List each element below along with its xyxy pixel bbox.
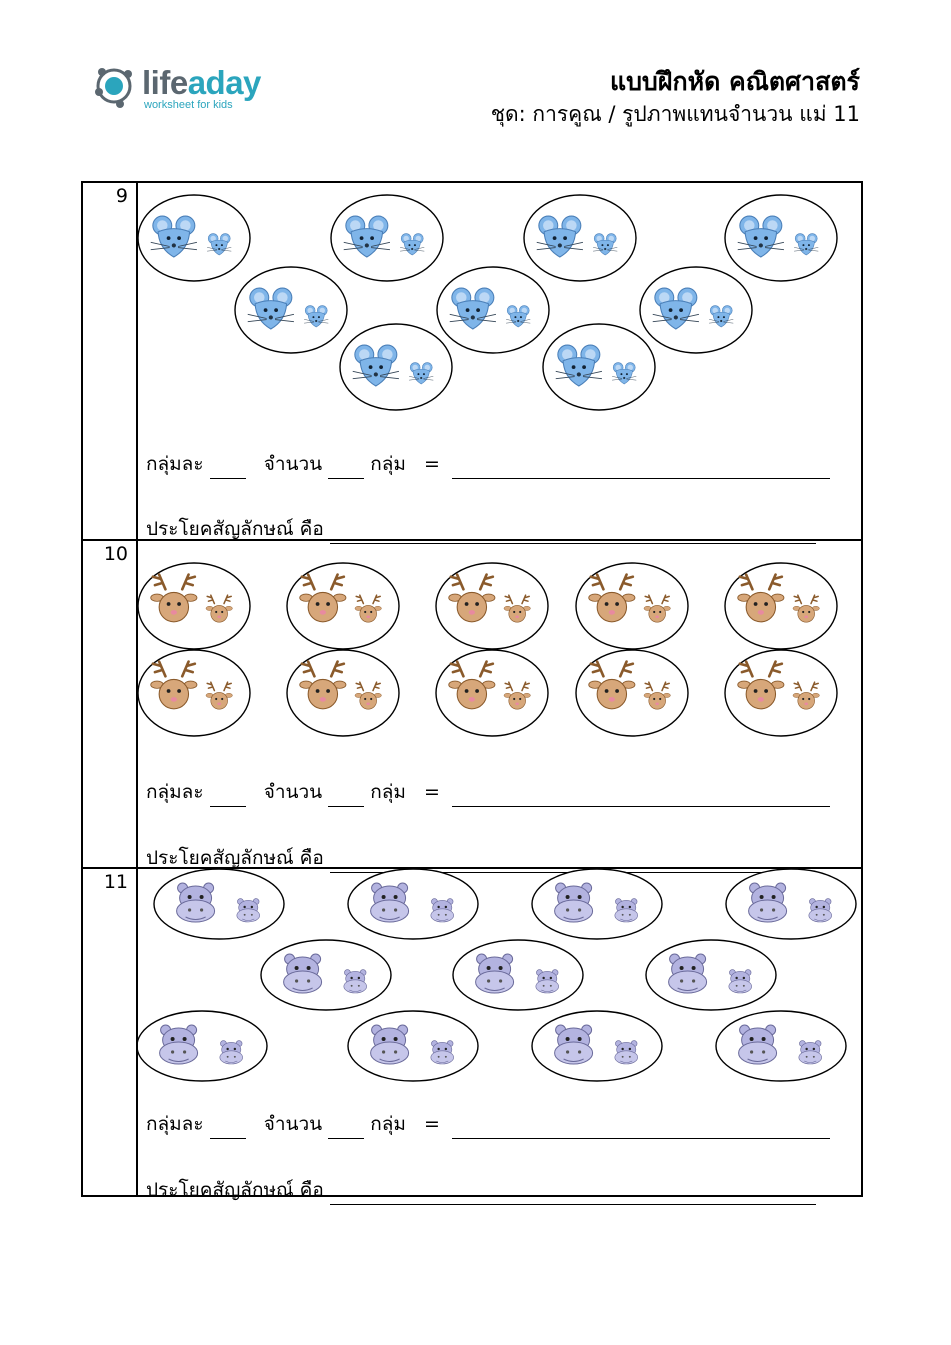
hippo-icon (284, 954, 322, 993)
group-circle (646, 940, 776, 1010)
animal-group (576, 563, 688, 649)
hippo-icon (344, 970, 367, 993)
group-circle (532, 869, 662, 939)
exercise-row-9 (83, 183, 861, 539)
group-circle (138, 1011, 267, 1081)
per-group-blank[interactable] (210, 458, 246, 479)
per-group-blank[interactable] (210, 1118, 246, 1139)
animal-group (453, 940, 583, 1010)
animal-group (436, 563, 548, 649)
group-count-blank[interactable] (328, 458, 364, 479)
deer-groups (138, 541, 863, 746)
page-title: แบบฝึกหัด คณิตศาสตร์ (609, 67, 860, 96)
hippo-icon (669, 954, 707, 993)
animal-group (646, 940, 776, 1010)
animal-group (725, 195, 837, 281)
group-circle (154, 869, 284, 939)
exercise-row-10 (83, 539, 861, 869)
animal-group (437, 267, 549, 353)
animal-group (716, 1011, 846, 1081)
logo-tagline: worksheet for kids (144, 99, 233, 111)
animal-group (261, 940, 391, 1010)
animal-group (348, 1011, 478, 1081)
animal-group (287, 563, 399, 649)
hippo-icon (160, 1025, 198, 1064)
animal-group (235, 267, 347, 353)
answer-line-groups: กลุ่มละ จำนวน กลุ่ม = (146, 449, 830, 479)
exercise-number: 10 (103, 543, 128, 565)
exercise-row-11 (83, 867, 861, 1199)
animal-group (532, 1011, 662, 1081)
group-circle (726, 869, 856, 939)
hippo-icon (809, 899, 832, 922)
group-circle (640, 267, 752, 353)
animal-group (726, 869, 856, 939)
hippo-icon (220, 1041, 243, 1064)
hippo-icon (799, 1041, 822, 1064)
group-circle (340, 324, 452, 410)
logo-wordmark: lifeaday (142, 64, 261, 101)
group-circle (453, 940, 583, 1010)
animal-group (524, 195, 636, 281)
group-circle (716, 1011, 846, 1081)
total-blank[interactable] (452, 786, 830, 807)
answer-line-sentence: ประโยคสัญลักษณ์ คือ (146, 843, 816, 873)
group-circle (331, 195, 443, 281)
hippo-icon (555, 883, 593, 922)
answer-line-groups: กลุ่มละ จำนวน กลุ่ม = (146, 1109, 830, 1139)
hippo-icon (371, 1025, 409, 1064)
hippo-icon (177, 883, 215, 922)
lifeaday-logo (90, 62, 290, 118)
page-subtitle: ชุด: การคูณ / รูปภาพแทนจำนวน แม่ 11 (490, 102, 860, 126)
animal-group (138, 650, 250, 736)
group-count-blank[interactable] (328, 786, 364, 807)
mouse-groups (138, 183, 863, 418)
animal-group (725, 650, 837, 736)
animal-group (138, 195, 250, 281)
animal-group (725, 563, 837, 649)
group-circle (532, 1011, 662, 1081)
answer-line-sentence: ประโยคสัญลักษณ์ คือ (146, 1175, 816, 1205)
per-group-blank[interactable] (210, 786, 246, 807)
group-circle (437, 267, 549, 353)
group-circle (348, 1011, 478, 1081)
hippo-icon (431, 899, 454, 922)
total-blank[interactable] (452, 458, 830, 479)
total-blank[interactable] (452, 1118, 830, 1139)
animal-group (331, 195, 443, 281)
exercise-number: 11 (103, 871, 128, 893)
hippo-icon (615, 1041, 638, 1064)
animal-group (436, 650, 548, 736)
exercise-number: 9 (115, 185, 128, 207)
animal-group (640, 267, 752, 353)
hippo-icon (431, 1041, 454, 1064)
hippo-icon (749, 883, 787, 922)
group-circle (725, 195, 837, 281)
animal-group (532, 869, 662, 939)
hippo-icon (739, 1025, 777, 1064)
hippo-icon (555, 1025, 593, 1064)
animal-group (543, 324, 655, 410)
group-circle (348, 869, 478, 939)
answer-line-groups: กลุ่มละ จำนวน กลุ่ม = (146, 777, 830, 807)
group-circle (543, 324, 655, 410)
hippo-groups (138, 869, 863, 1089)
group-circle (138, 195, 250, 281)
hippo-icon (371, 883, 409, 922)
animal-group (340, 324, 452, 410)
group-circle (261, 940, 391, 1010)
group-circle (235, 267, 347, 353)
logo-mark-icon (90, 62, 140, 112)
animal-group (154, 869, 284, 939)
animal-group (138, 563, 250, 649)
group-count-blank[interactable] (328, 1118, 364, 1139)
hippo-icon (476, 954, 514, 993)
animal-group (576, 650, 688, 736)
hippo-icon (536, 970, 559, 993)
answer-line-sentence: ประโยคสัญลักษณ์ คือ (146, 514, 816, 544)
group-circle (524, 195, 636, 281)
hippo-icon (615, 899, 638, 922)
animal-group (138, 1011, 267, 1081)
sentence-blank[interactable] (330, 1184, 816, 1205)
hippo-icon (237, 899, 260, 922)
hippo-icon (729, 970, 752, 993)
worksheet-table (81, 181, 863, 1201)
animal-group (348, 869, 478, 939)
animal-group (287, 650, 399, 736)
